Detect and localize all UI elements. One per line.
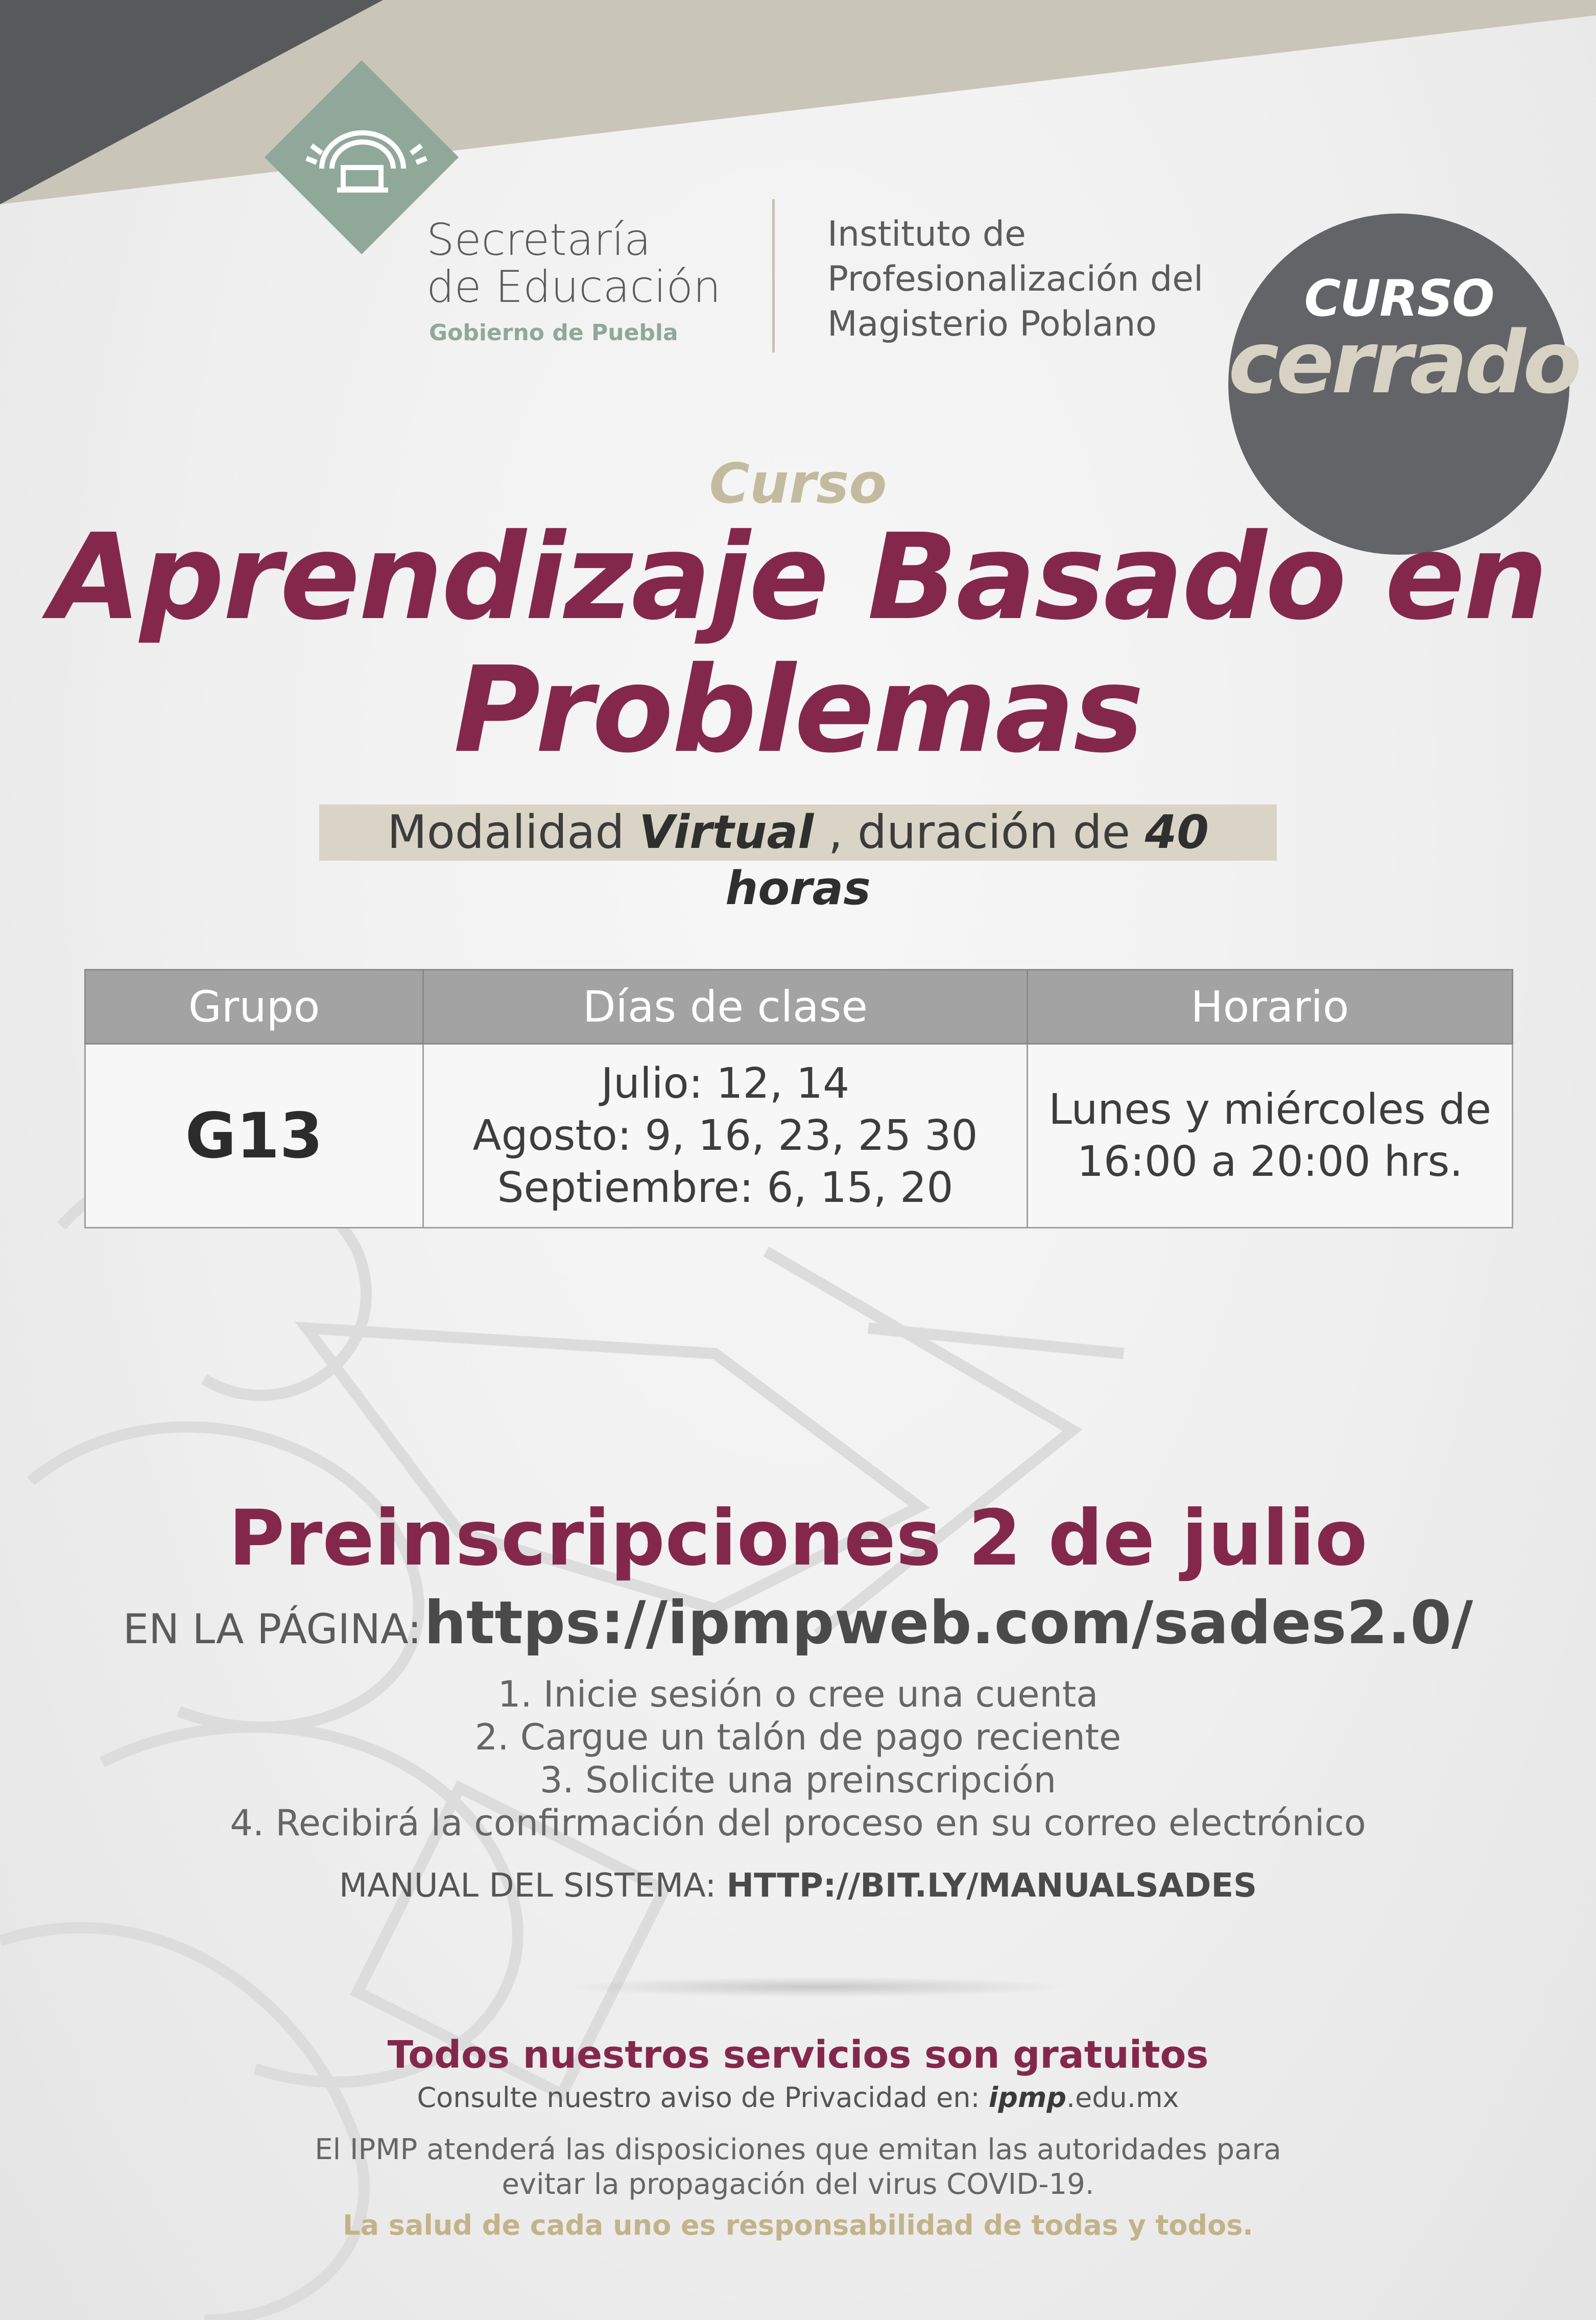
secretaria-name: [426, 217, 721, 311]
horario-line: 16:00 a 20:00 hrs.: [1077, 1137, 1463, 1186]
header-horario: Horario: [1028, 970, 1513, 1044]
privacy-domain-suffix[interactable]: .edu.mx: [1066, 2081, 1179, 2114]
covid-line1: El IPMP atenderá las disposiciones que emitan las autoridades para: [315, 2133, 1281, 2166]
horario-cell: [1028, 1044, 1513, 1228]
dias-cell: [423, 1044, 1028, 1228]
steps-list: [0, 1673, 1596, 1844]
course-title-line2: Problemas: [453, 641, 1143, 779]
dias-line: Septiembre: 6, 15, 20: [497, 1163, 954, 1212]
ipmp-name: [827, 212, 1203, 347]
modalidad-bar: [319, 804, 1277, 915]
modalidad-prefix: Modalidad: [387, 806, 625, 859]
covid-line2: evitar la propagación del virus COVID-19.: [502, 2168, 1094, 2201]
secretaria-line1: Secretaría: [426, 215, 651, 266]
list-item: 4. Recibirá la confirmación del proceso en su correo electrónico: [230, 1802, 1366, 1844]
ipmp-line3: Magisterio Poblano: [827, 304, 1157, 344]
list-item: 1. Inicie sesión o cree una cuenta: [497, 1673, 1099, 1715]
grupo-cell: G13: [85, 1044, 423, 1228]
dias-line: Agosto: 9, 16, 23, 25 30: [472, 1111, 978, 1160]
privacy-line: [0, 2081, 1596, 2114]
salud-line: La salud de cada uno es responsabilidad de todas y todos.: [343, 2209, 1253, 2241]
privacy-domain-bold[interactable]: ipmp: [988, 2081, 1066, 2114]
manual-link[interactable]: HTTP://BIT.LY/MANUALSADES: [726, 1867, 1257, 1905]
page-line: [0, 1589, 1596, 1658]
header-divider: [772, 199, 775, 352]
ipmp-line2: Profesionalización del: [827, 259, 1203, 299]
duracion-prefix: , duración de: [828, 806, 1130, 859]
horario-line: Lunes y miércoles de: [1049, 1085, 1491, 1134]
duracion-value: 40 horas: [725, 806, 1209, 915]
secretaria-line2: de Educación: [426, 262, 721, 313]
list-item: 3. Solicite una preinscripción: [539, 1759, 1057, 1801]
manual-label: MANUAL DEL SISTEMA:: [339, 1867, 717, 1905]
dias-line: Julio: 12, 14: [601, 1059, 850, 1108]
table-row: [85, 1044, 1513, 1228]
preinscripciones-title: Preinscripciones 2 de julio: [228, 1494, 1368, 1583]
modalidad-value: Virtual: [639, 806, 814, 859]
manual-line: [0, 1867, 1596, 1905]
ipmp-line1: Instituto de: [827, 214, 1026, 254]
page-label: EN LA PÁGINA:: [123, 1605, 422, 1653]
free-services: Todos nuestros servicios son gratuitos: [387, 2033, 1209, 2077]
gobierno-label: Gobierno de Puebla: [429, 320, 678, 346]
header-dias: Días de clase: [423, 970, 1028, 1044]
course-title-line1: Aprendizaje Basado en: [49, 508, 1547, 646]
registration-link[interactable]: https://ipmpweb.com/sades2.0/: [424, 1589, 1473, 1658]
badge-line1: CURSO: [1304, 270, 1494, 328]
schedule-table: [84, 969, 1513, 1228]
course-title: [0, 508, 1596, 779]
section-divider: [562, 1977, 1073, 1997]
course-label: Curso: [709, 452, 887, 516]
badge-line2: cerrado: [1228, 313, 1579, 413]
covid-notice: [0, 2133, 1596, 2202]
header-grupo: Grupo: [85, 970, 423, 1044]
privacy-prefix: Consulte nuestro aviso de Privacidad en:: [417, 2081, 980, 2114]
schedule-header-row: [85, 970, 1513, 1044]
list-item: 2. Cargue un talón de pago reciente: [474, 1716, 1122, 1758]
